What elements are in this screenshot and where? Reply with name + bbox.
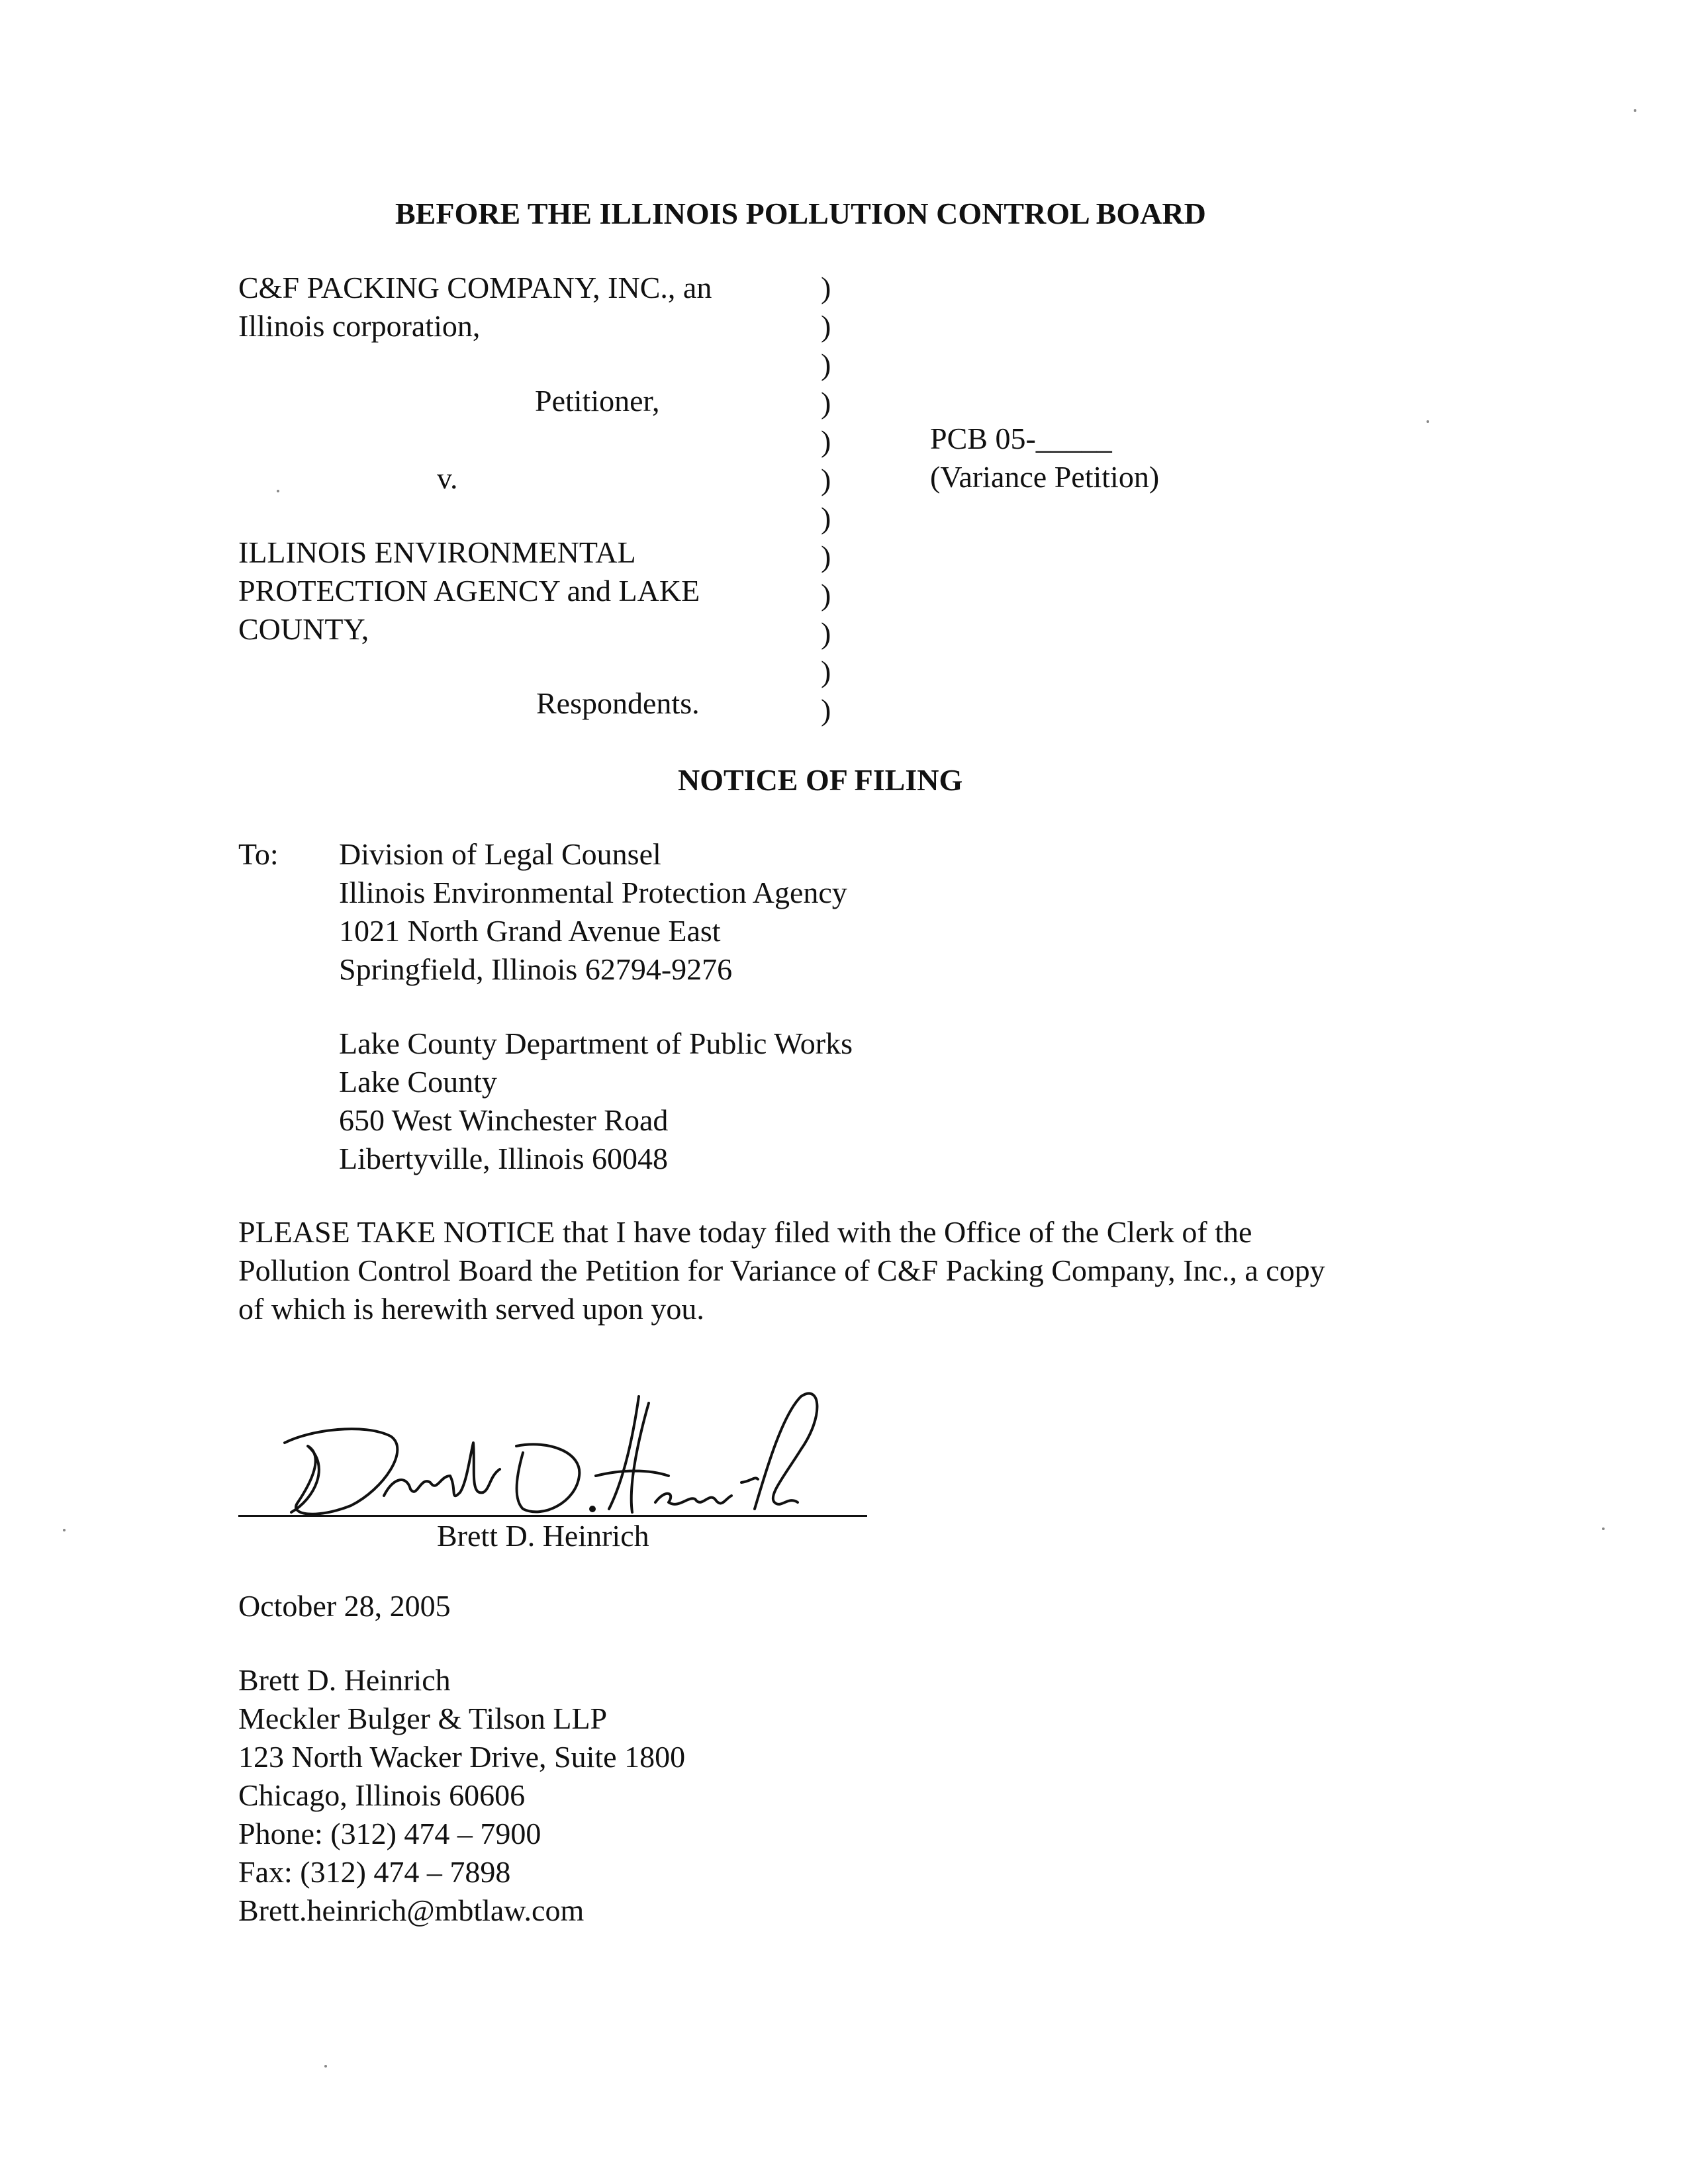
signature-block-line: Brett.heinrich@mbtlaw.com: [238, 1893, 585, 1927]
address-line: Division of Legal Counsel: [339, 837, 661, 871]
notice-paragraph: [238, 1213, 1325, 1328]
address-line: Lake County: [339, 1065, 497, 1099]
caption-paren: ): [821, 271, 831, 304]
petitioner-line: C&F PACKING COMPANY, INC., an: [238, 271, 712, 304]
recipient-address: [339, 1024, 853, 1178]
signature-block-line: Phone: (312) 474 – 7900: [238, 1817, 541, 1850]
address-line: Springfield, Illinois 62794-9276: [339, 952, 733, 986]
caption-paren: ): [821, 424, 831, 458]
petitioner-name: [238, 269, 712, 345]
filing-date: October 28, 2005: [238, 1589, 451, 1623]
caption-paren: ): [821, 539, 831, 573]
case-number: PCB 05-_____: [930, 422, 1112, 455]
paragraph-line: PLEASE TAKE NOTICE that I have today filed with the Office of the Clerk of the: [238, 1215, 1252, 1249]
caption-paren: ): [821, 347, 831, 381]
petitioner-line: Illinois corporation,: [238, 309, 481, 343]
signature-line: [238, 1515, 867, 1517]
caption-paren: ): [821, 655, 831, 688]
attorney-signature-block: [238, 1661, 685, 1930]
handwritten-signature: [252, 1377, 834, 1529]
signature-block-line: Chicago, Illinois 60606: [238, 1778, 526, 1812]
recipient-address: [339, 835, 847, 989]
court-heading: BEFORE THE ILLINOIS POLLUTION CONTROL BOARD: [395, 197, 1206, 230]
signature-block-line: Brett D. Heinrich: [238, 1663, 451, 1697]
respondent-name: [238, 533, 700, 649]
scan-speck: [324, 2065, 327, 2068]
versus-label: v.: [437, 461, 458, 495]
caption-paren: ): [821, 463, 831, 496]
caption-paren: ): [821, 616, 831, 650]
caption-paren: ): [821, 386, 831, 420]
scan-speck: [1602, 1527, 1605, 1530]
notice-title: NOTICE OF FILING: [678, 763, 963, 797]
caption-paren: ): [821, 693, 831, 727]
address-line: Illinois Environmental Protection Agency: [339, 876, 847, 909]
caption-paren: ): [821, 309, 831, 343]
signature-block-line: Meckler Bulger & Tilson LLP: [238, 1702, 608, 1735]
address-line: 1021 North Grand Avenue East: [339, 914, 721, 948]
caption-paren: ): [821, 578, 831, 612]
respondent-line: ILLINOIS ENVIRONMENTAL: [238, 535, 636, 569]
address-line: Lake County Department of Public Works: [339, 1026, 853, 1060]
caption-paren: ): [821, 501, 831, 535]
caption-parenthesis-column: [821, 269, 831, 729]
signer-name: Brett D. Heinrich: [437, 1519, 649, 1553]
scan-speck: [63, 1529, 66, 1531]
paragraph-line: Pollution Control Board the Petition for Variance of C&F Packing Company, Inc., a copy: [238, 1253, 1325, 1287]
scan-speck: [1427, 420, 1429, 423]
signature-block-line: Fax: (312) 474 – 7898: [238, 1855, 511, 1889]
respondent-line: COUNTY,: [238, 612, 369, 646]
scan-speck: [277, 490, 279, 492]
address-line: Libertyville, Illinois 60048: [339, 1142, 668, 1175]
address-line: 650 West Winchester Road: [339, 1103, 669, 1137]
petitioner-role: Petitioner,: [535, 384, 660, 418]
to-label: To:: [238, 837, 279, 871]
respondent-line: PROTECTION AGENCY and LAKE: [238, 574, 700, 608]
signature-block-line: 123 North Wacker Drive, Suite 1800: [238, 1740, 686, 1774]
scan-speck: [1634, 109, 1636, 112]
paragraph-line: of which is herewith served upon you.: [238, 1292, 704, 1326]
case-type: (Variance Petition): [930, 460, 1160, 494]
respondent-role: Respondents.: [536, 686, 700, 720]
